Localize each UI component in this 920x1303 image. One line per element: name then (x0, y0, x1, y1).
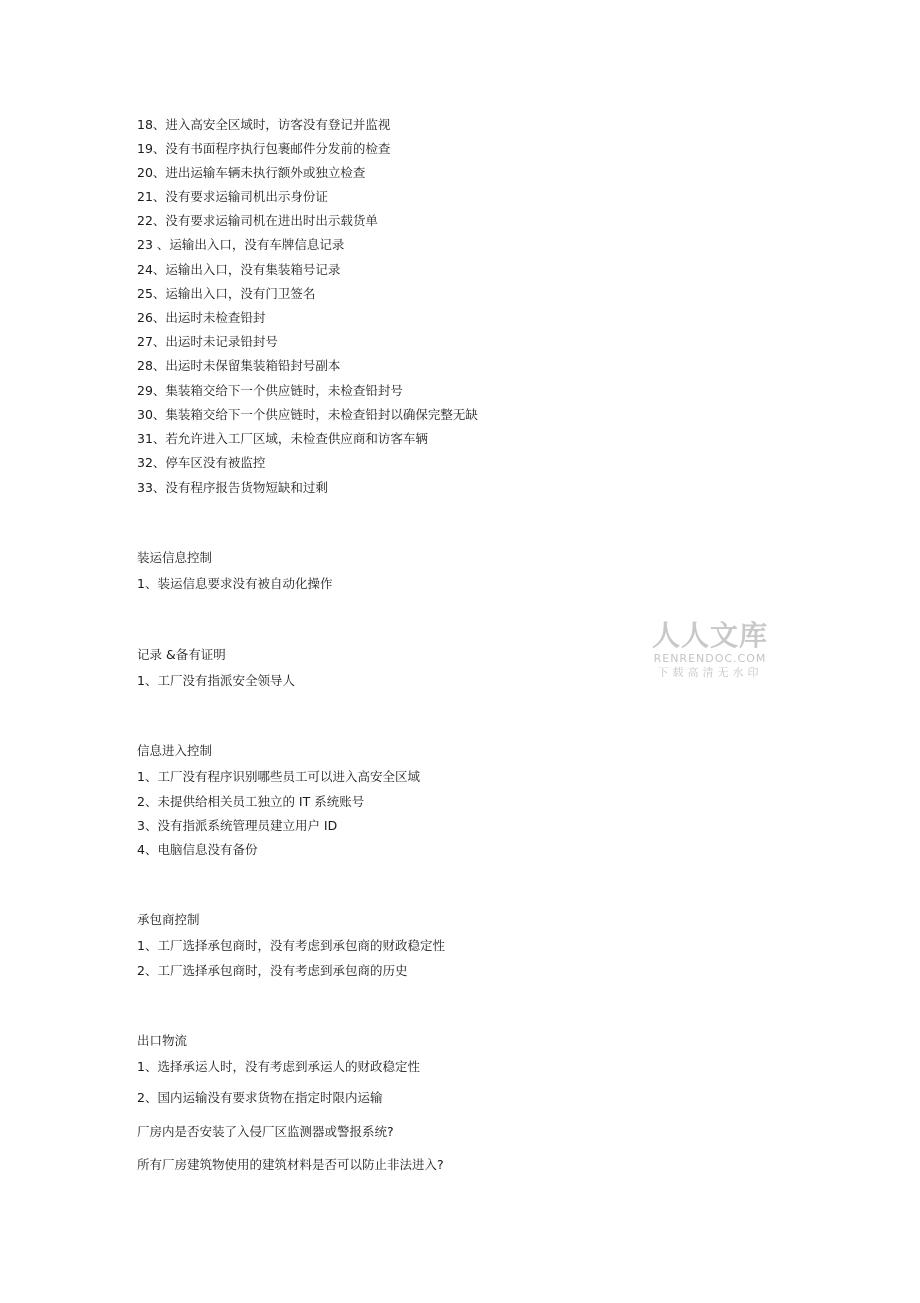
question-text: 所有厂房建筑物使用的建筑材料是否可以防止非法进入? (137, 1157, 444, 1172)
list-item: 1、选择承运人时，没有考虑到承运人的财政稳定性 (137, 1059, 420, 1074)
list-item: 2、工厂选择承包商时，没有考虑到承包商的历史 (137, 963, 408, 978)
list-item: 20、进出运输车辆未执行额外或独立检查 (137, 165, 366, 180)
question-text: 厂房内是否安装了入侵厂区监测器或警报系统? (137, 1124, 394, 1139)
section-heading-records: 记录 &备有证明 (137, 647, 226, 662)
list-item: 33、没有程序报告货物短缺和过剩 (137, 480, 328, 495)
list-item: 4、电脑信息没有备份 (137, 842, 258, 857)
list-item: 19、没有书面程序执行包裹邮件分发前的检查 (137, 141, 391, 156)
list-item: 31、若允许进入工厂区域，未检查供应商和访客车辆 (137, 431, 428, 446)
list-item: 25、运输出入口，没有门卫签名 (137, 286, 316, 301)
list-item: 22、没有要求运输司机在进出时出示载货单 (137, 213, 378, 228)
section-heading-contractor: 承包商控制 (137, 912, 200, 927)
list-item: 2、未提供给相关员工独立的 IT 系统账号 (137, 794, 365, 809)
list-item: 26、出运时未检查铅封 (137, 310, 266, 325)
list-item: 21、没有要求运输司机出示身份证 (137, 189, 328, 204)
list-item: 24、运输出入口，没有集装箱号记录 (137, 262, 341, 277)
list-item: 1、装运信息要求没有被自动化操作 (137, 576, 333, 591)
list-item: 3、没有指派系统管理员建立用户 ID (137, 818, 338, 833)
list-item: 2、国内运输没有要求货物在指定时限内运输 (137, 1090, 383, 1105)
list-item: 1、工厂选择承包商时，没有考虑到承包商的财政稳定性 (137, 938, 445, 953)
list-item: 1、工厂没有指派安全领导人 (137, 673, 295, 688)
list-item: 29、集装箱交给下一个供应链时，未检查铅封号 (137, 383, 403, 398)
list-item: 27、出运时未记录铅封号 (137, 334, 278, 349)
list-item: 30、集装箱交给下一个供应链时，未检查铅封以确保完整无缺 (137, 407, 478, 422)
list-item: 18、进入高安全区域时，访客没有登记并监视 (137, 117, 391, 132)
watermark-title: 人人文库 (651, 619, 768, 652)
watermark (648, 620, 772, 680)
section-heading-info-access: 信息进入控制 (137, 743, 213, 758)
list-item: 23 、运输出入口，没有车牌信息记录 (137, 237, 345, 252)
watermark-url: RENRENDOC.COM (653, 652, 767, 665)
list-item: 1、工厂没有程序识别哪些员工可以进入高安全区域 (137, 769, 420, 784)
section-heading-shipping: 装运信息控制 (137, 550, 213, 565)
list-item: 28、出运时未保留集装箱铅封号副本 (137, 358, 341, 373)
watermark-subtitle: 下载高清无水印 (657, 666, 763, 679)
section-heading-logistics: 出口物流 (137, 1033, 188, 1048)
list-item: 32、停车区没有被监控 (137, 455, 266, 470)
